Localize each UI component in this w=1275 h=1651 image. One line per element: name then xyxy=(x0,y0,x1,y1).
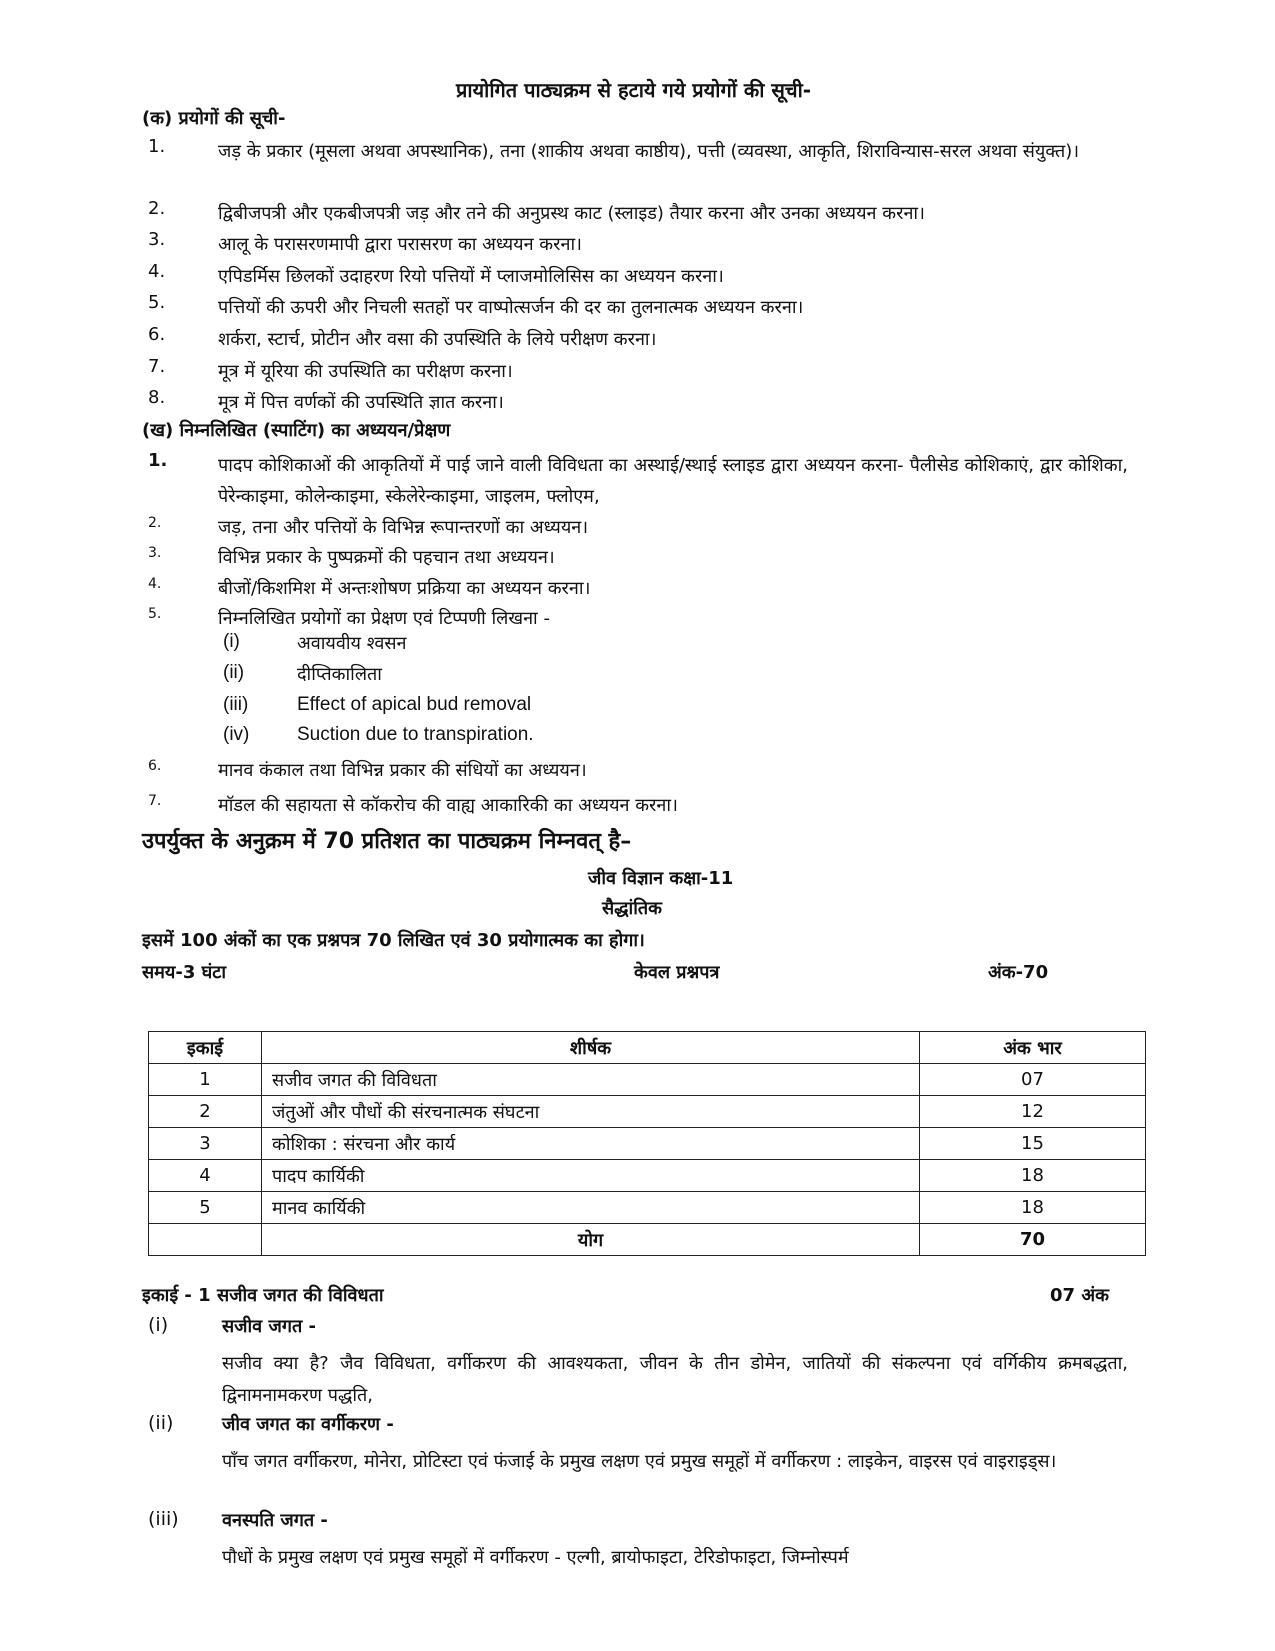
table-row xyxy=(149,1160,1146,1192)
item-text: मॉडल की सहायता से कॉकरोच की वाह्य आकारिकी का अध्ययन करना। xyxy=(218,795,678,816)
time-label: समय-3 घंटा xyxy=(142,962,227,983)
item-text: निम्नलिखित प्रयोगों का प्रेक्षण एवं टिप्पणी लिखना - xyxy=(218,608,550,629)
total-label: योग xyxy=(262,1224,920,1256)
item-number: 2. xyxy=(148,198,166,219)
column-header-marks: अंक भार xyxy=(920,1032,1146,1064)
table-total-row xyxy=(149,1224,1146,1256)
section-k-title: (क) प्रयोगों की सूची- xyxy=(142,108,286,129)
item-number: 7. xyxy=(148,793,162,809)
section-body: सजीव क्या है? जैव विविधता, वर्गीकरण की आवश्यकता, जीवन के तीन डोमेन, जातियों की संकल्पना एवं वर्गिकीय क्रमबद्धता, द्विनामनामकरण पद्धति, xyxy=(222,1353,1128,1406)
section-kh-title: (ख) निम्नलिखित (स्पाटिंग) का अध्ययन/प्रेक्षण xyxy=(142,420,451,441)
item-text: पत्तियों की ऊपरी और निचली सतहों पर वाष्पोत्सर्जन की दर का तुलनात्मक अध्ययन करना। xyxy=(218,297,804,318)
section-number: (ii) xyxy=(148,1412,174,1434)
sub-item-number: (ii) xyxy=(223,662,245,683)
unit1-title: इकाई - 1 सजीव जगत की विविधता xyxy=(142,1285,384,1306)
item-number: 1. xyxy=(148,136,166,157)
unit-cell: 1 xyxy=(149,1064,262,1096)
section-body: पाँच जगत वर्गीकरण, मोनेरा, प्रोटिस्टा एवं फंजाई के प्रमुख लक्षण एवं प्रमुख समूहों में वर्गीकरण : लाइकेन, वाइरस एवं वाइराइड्स। xyxy=(222,1451,1057,1472)
item-text: मूत्र में यूरिया की उपस्थिति का परीक्षण करना। xyxy=(218,361,513,382)
sub-item-number: (iii) xyxy=(223,694,249,715)
item-number: 5. xyxy=(148,292,166,313)
topic-cell: मानव कार्यिकी xyxy=(262,1192,920,1224)
column-header-topic: शीर्षक xyxy=(262,1032,920,1064)
item-text: जड़, तना और पत्तियों के विभिन्न रूपान्तरणों का अध्ययन। xyxy=(218,517,589,538)
item-text: बीजों/किशमिश में अन्तःशोषण प्रक्रिया का अध्ययन करना। xyxy=(218,578,591,599)
item-number: 1. xyxy=(148,450,168,471)
sub-item-number: (i) xyxy=(223,631,240,652)
item-number: 3. xyxy=(148,229,166,250)
marks-cell: 15 xyxy=(920,1128,1146,1160)
section-number: (i) xyxy=(148,1314,169,1336)
class-title: जीव विज्ञान कक्षा-11 xyxy=(588,868,734,889)
topic-cell: कोशिका : संरचना और कार्य xyxy=(262,1128,920,1160)
unit-cell: 3 xyxy=(149,1128,262,1160)
marks-cell: 07 xyxy=(920,1064,1146,1096)
item-text: पादप कोशिकाओं की आकृतियों में पाई जाने वाली विविधता का अस्थाई/स्थाई स्लाइड द्वारा अध्ययन करना- पैलीसेड कोशिकाएं, द्वार कोशिका, पेरेन्काइमा, कोलेन्काइमा, स्केलेरेन्काइमा, जाइलम, फ्लोएम, xyxy=(218,455,1128,507)
item-text: मूत्र में पित्त वर्णकों की उपस्थिति ज्ञात करना। xyxy=(218,392,504,413)
item-number: 6. xyxy=(148,324,166,345)
table-row xyxy=(149,1128,1146,1160)
table-row xyxy=(149,1096,1146,1128)
section-number: (iii) xyxy=(148,1508,179,1530)
section-body: पौधों के प्रमुख लक्षण एवं प्रमुख समूहों में वर्गीकरण - एल्गी, ब्रायोफाइटा, टेरिडोफाइटा, जिम्नोस्पर्म xyxy=(222,1547,849,1568)
item-text: जड़ के प्रकार (मूसला अथवा अपस्थानिक), तना (शाकीय अथवा काष्ठीय), पत्ती (व्यवस्था, आकृति, शिराविन्यास-सरल अथवा संयुक्त)। xyxy=(218,141,1080,162)
topic-cell: जंतुओं और पौधों की संरचनात्मक संघटना xyxy=(262,1096,920,1128)
item-text: मानव कंकाल तथा विभिन्न प्रकार की संधियों का अध्ययन। xyxy=(218,760,587,781)
marks-cell: 18 xyxy=(920,1160,1146,1192)
unit-cell: 2 xyxy=(149,1096,262,1128)
sub-item-number: (iv) xyxy=(223,724,250,745)
sub-item-text: अवायवीय श्वसन xyxy=(297,633,407,654)
unit-cell: 4 xyxy=(149,1160,262,1192)
theory-title: सैद्धांतिक xyxy=(602,898,662,919)
item-number: 6. xyxy=(148,758,162,774)
sub-item-text: Suction due to transpiration. xyxy=(297,724,534,745)
syllabus-heading: उपर्युक्त के अनुक्रम में 70 प्रतिशत का पाठ्यक्रम निम्नवत् है– xyxy=(142,829,632,854)
section-heading: सजीव जगत - xyxy=(222,1316,316,1337)
unit1-marks: 07 अंक xyxy=(1050,1285,1109,1306)
item-number: 8. xyxy=(148,387,166,408)
item-number: 2. xyxy=(148,515,162,531)
unit-cell: 5 xyxy=(149,1192,262,1224)
marks-table xyxy=(148,1031,1146,1256)
paper-label: केवल प्रश्नपत्र xyxy=(634,962,720,983)
item-number: 3. xyxy=(148,545,162,561)
table-header-row xyxy=(149,1032,1146,1064)
item-text: द्विबीजपत्री और एकबीजपत्री जड़ और तने की अनुप्रस्थ काट (स्लाइड) तैयार करना और उनका अध्ययन करना। xyxy=(218,203,925,224)
item-text: विभिन्न प्रकार के पुष्पक्रमों की पहचान तथा अध्ययन। xyxy=(218,547,555,568)
item-number: 4. xyxy=(148,261,166,282)
item-text: एपिडर्मिस छिलकों उदाहरण रियो पत्तियों में प्लाजमोलिसिस का अध्ययन करना। xyxy=(218,266,724,287)
marks-label: अंक-70 xyxy=(988,962,1049,983)
empty-cell xyxy=(149,1224,262,1256)
item-number: 7. xyxy=(148,356,166,377)
item-number: 4. xyxy=(148,576,162,592)
table-row xyxy=(149,1064,1146,1096)
total-value: 70 xyxy=(920,1224,1146,1256)
item-text: आलू के परासरणमापी द्वारा परासरण का अध्ययन करना। xyxy=(218,234,582,255)
section-heading: वनस्पति जगत - xyxy=(222,1510,328,1531)
sub-item-text: Effect of apical bud removal xyxy=(297,694,532,715)
marks-cell: 12 xyxy=(920,1096,1146,1128)
marks-cell: 18 xyxy=(920,1192,1146,1224)
column-header-unit: इकाई xyxy=(149,1032,262,1064)
page-heading: प्रायोगित पाठ्यक्रम से हटाये गये प्रयोगों की सूची- xyxy=(456,78,812,102)
paper-note: इसमें 100 अंकों का एक प्रश्नपत्र 70 लिखित एवं 30 प्रयोगात्मक का होगा। xyxy=(142,930,645,951)
sub-item-text: दीप्तिकालिता xyxy=(297,664,382,685)
section-heading: जीव जगत का वर्गीकरण - xyxy=(222,1414,394,1435)
topic-cell: सजीव जगत की विविधता xyxy=(262,1064,920,1096)
topic-cell: पादप कार्यिकी xyxy=(262,1160,920,1192)
table-row xyxy=(149,1192,1146,1224)
list-item xyxy=(148,136,1128,198)
item-number: 5. xyxy=(148,606,162,622)
item-text: शर्करा, स्टार्च, प्रोटीन और वसा की उपस्थिति के लिये परीक्षण करना। xyxy=(218,329,657,350)
